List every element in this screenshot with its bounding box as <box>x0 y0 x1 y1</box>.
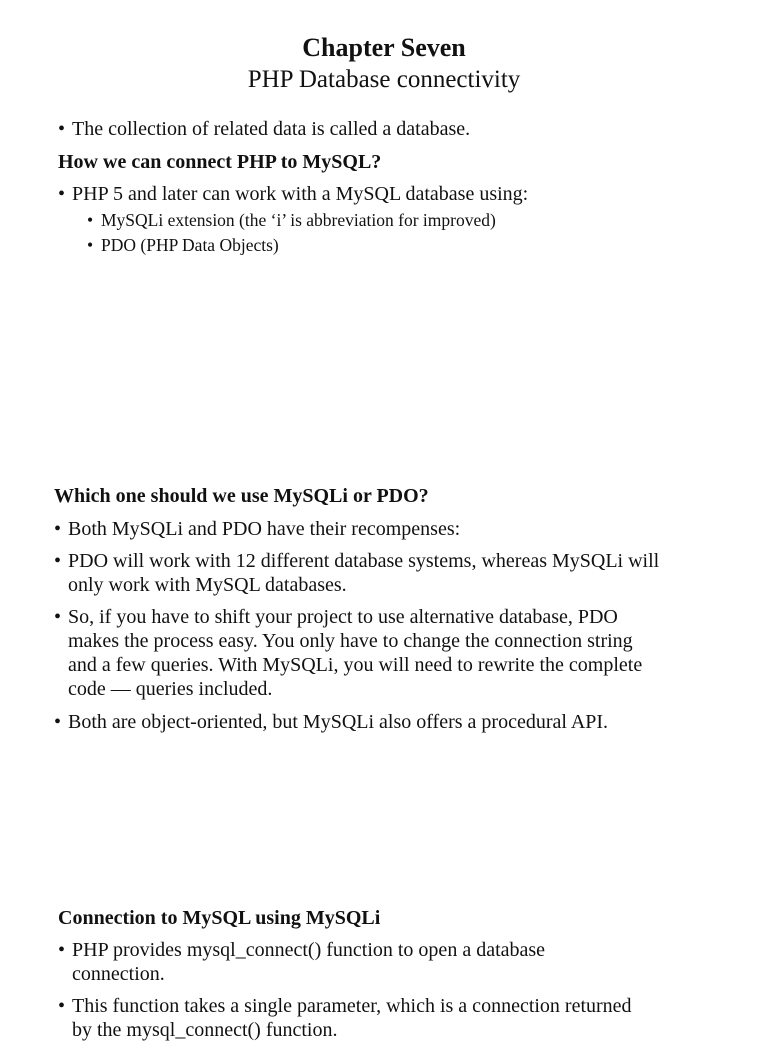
sub-bullet-mysqli <box>87 209 496 231</box>
heading-connection-mysqli: Connection to MySQL using MySQLi <box>58 907 381 929</box>
bullet-mysql-connect <box>58 938 545 962</box>
bullet-text: PDO will work with 12 different database systems, whereas MySQLi will <box>68 550 660 572</box>
bullet-icon: • <box>58 183 66 205</box>
bullet-continuation: code — queries included. <box>68 678 273 700</box>
bullet-continuation: and a few queries. With MySQLi, you will need to rewrite the complete <box>68 654 643 676</box>
bullet-text: MySQLi extension (the ‘i’ is abbreviation for improved) <box>101 210 496 230</box>
bullet-recompenses <box>54 517 460 541</box>
bullet-continuation: by the mysql_connect() function. <box>72 1019 338 1041</box>
bullet-object-oriented <box>54 710 608 734</box>
bullet-icon: • <box>87 210 94 230</box>
bullet-text: This function takes a single parameter, which is a connection returned <box>72 995 632 1017</box>
bullet-text: Both MySQLi and PDO have their recompenses: <box>68 518 461 540</box>
chapter-subtitle: PHP Database connectivity <box>247 66 521 93</box>
bullet-text: PHP 5 and later can work with a MySQL database using: <box>72 183 529 205</box>
bullet-icon: • <box>58 939 66 961</box>
bullet-shift-project <box>54 605 618 629</box>
bullet-text: PDO (PHP Data Objects) <box>101 235 279 255</box>
bullet-continuation: makes the process easy. You only have to change the connection string <box>68 630 633 652</box>
heading-mysqli-or-pdo: Which one should we use MySQLi or PDO? <box>54 485 429 507</box>
bullet-icon: • <box>58 118 66 140</box>
bullet-text: So, if you have to shift your project to use alternative database, PDO <box>68 606 618 628</box>
heading-connect-php-mysql: How we can connect PHP to MySQL? <box>58 151 382 173</box>
bullet-pdo-12-systems <box>54 549 659 573</box>
bullet-php5-mysql <box>58 182 528 206</box>
bullet-continuation: only work with MySQL databases. <box>68 574 347 596</box>
chapter-title: Chapter Seven <box>302 33 466 62</box>
bullet-single-parameter <box>58 994 632 1018</box>
bullet-icon: • <box>87 235 94 255</box>
bullet-text: PHP provides mysql_connect() function to open a database <box>72 939 546 961</box>
bullet-continuation: connection. <box>72 963 165 985</box>
bullet-icon: • <box>54 550 62 572</box>
bullet-icon: • <box>54 518 62 540</box>
bullet-text: The collection of related data is called a database. <box>72 118 471 140</box>
bullet-database-definition <box>58 117 470 141</box>
bullet-icon: • <box>54 606 62 628</box>
sub-bullet-pdo <box>87 234 279 256</box>
bullet-icon: • <box>54 711 62 733</box>
bullet-text: Both are object-oriented, but MySQLi also offers a procedural API. <box>68 711 609 733</box>
bullet-icon: • <box>58 995 66 1017</box>
